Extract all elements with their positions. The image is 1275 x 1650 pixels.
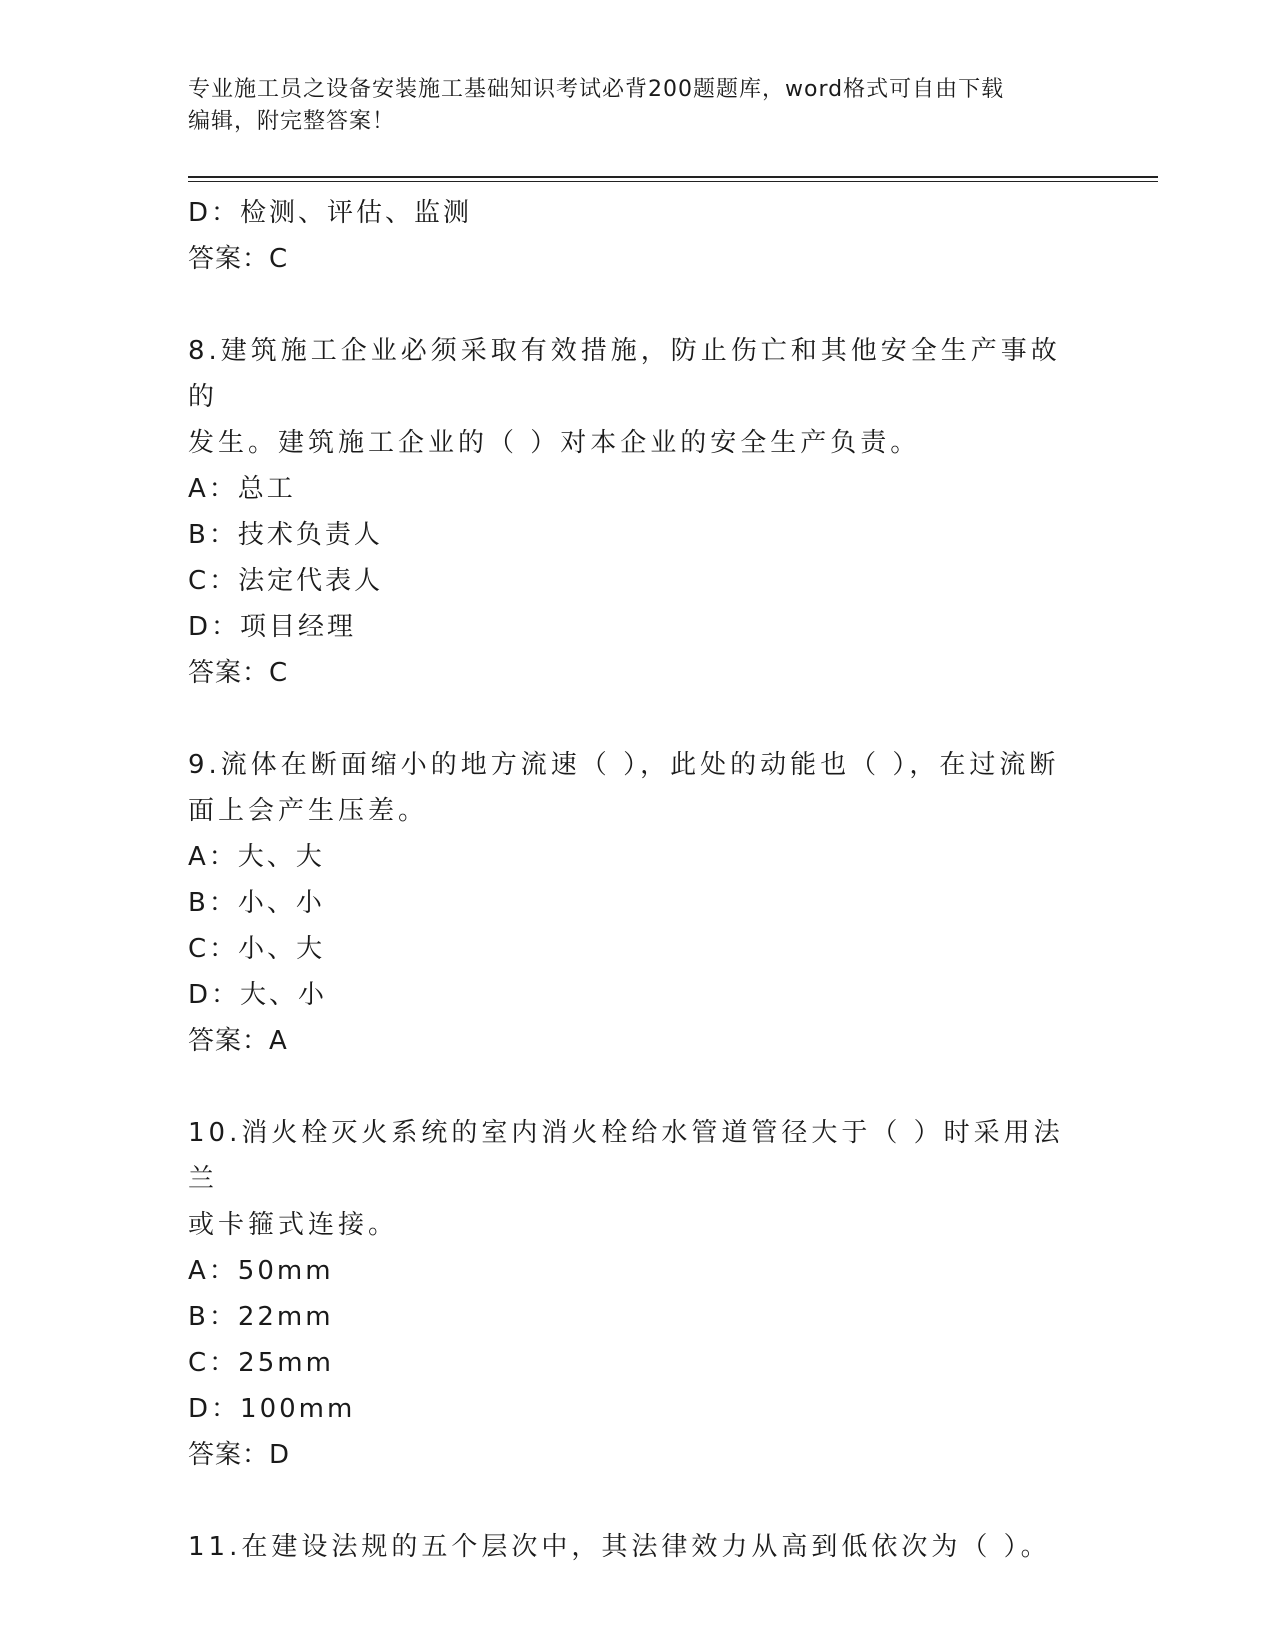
header-title-line-2: 编辑，附完整答案！ [188,109,396,134]
option-d: D：100mm [188,1394,356,1424]
option-d: D：项目经理 [188,612,357,642]
spacer [188,1478,1088,1524]
answer-line: 答案：C [188,244,289,274]
question-9 [188,742,1088,1064]
answer-line: 答案：C [188,658,289,688]
question-stem-line: 9.流体在断面缩小的地方流速（ ），此处的动能也（ ），在过流断 [188,750,1060,780]
option-c: C：小、大 [188,934,326,964]
question-8 [188,328,1088,696]
question-10 [188,1110,1088,1478]
option-d: D：大、小 [188,980,328,1010]
document-body [188,190,1088,1570]
answer-line: 答案：A [188,1026,288,1056]
option-d: D：检测、评估、监测 [188,198,473,228]
question-11 [188,1524,1088,1570]
question-stem-line: 8.建筑施工企业必须采取有效措施，防止伤亡和其他安全生产事故的 [188,336,1061,412]
option-a: A：大、大 [188,842,325,872]
answer-line: 答案：D [188,1440,291,1470]
spacer [188,1064,1088,1110]
option-c: C：25mm [188,1348,334,1378]
option-b: B：技术负责人 [188,520,383,550]
document-header [188,74,1088,138]
option-a: A：总工 [188,474,296,504]
option-b: B：22mm [188,1302,334,1332]
spacer [188,282,1088,328]
question-stem-line: 或卡箍式连接。 [188,1210,399,1240]
option-c: C：法定代表人 [188,566,384,596]
question-stem-line: 11.在建设法规的五个层次中，其法律效力从高到低依次为（ ）。 [188,1532,1051,1562]
header-rule-thick [188,176,1158,178]
header-rule-thin [188,181,1158,182]
header-title-line-1: 专业施工员之设备安装施工基础知识考试必背200题题库，word格式可自由下载 [188,77,1005,102]
question-stem-line: 10.消火栓灭火系统的室内消火栓给水管道管径大于（ ）时采用法兰 [188,1118,1064,1194]
spacer [188,696,1088,742]
question-stem-line: 发生。建筑施工企业的（ ）对本企业的安全生产负责。 [188,428,921,458]
question-stem-line: 面上会产生压差。 [188,796,429,826]
option-a: A：50mm [188,1256,334,1286]
option-b: B：小、小 [188,888,325,918]
